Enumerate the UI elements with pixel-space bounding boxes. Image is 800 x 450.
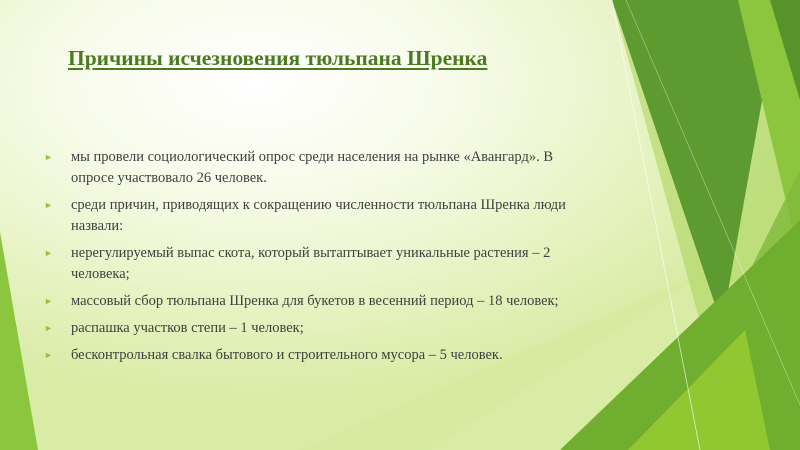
arrow-bullet-icon: ► bbox=[44, 200, 53, 210]
arrow-bullet-icon: ► bbox=[44, 350, 53, 360]
bullet-item bbox=[44, 291, 584, 312]
bullet-text: нерегулируемый выпас скота, который вытаптывает уникальные растения – 2 человека; bbox=[71, 245, 551, 282]
bullet-text: мы провели социологический опрос среди населения на рынке «Авангард». В опросе участвовало 26 человек. bbox=[71, 149, 554, 186]
bullet-text: среди причин, приводящих к сокращению численности тюльпана Шренка люди назвали: bbox=[71, 197, 566, 234]
bullet-item bbox=[44, 243, 584, 285]
arrow-bullet-icon: ► bbox=[44, 152, 53, 162]
bullet-text: бесконтрольная свалка бытового и строительного мусора – 5 человек. bbox=[71, 347, 503, 363]
bullet-item bbox=[44, 147, 584, 189]
bullet-list bbox=[44, 147, 584, 372]
bullet-item bbox=[44, 195, 584, 237]
bullet-item bbox=[44, 345, 584, 366]
left-green-sliver bbox=[0, 232, 38, 450]
arrow-bullet-icon: ► bbox=[44, 323, 53, 333]
arrow-bullet-icon: ► bbox=[44, 248, 53, 258]
slide-title: Причины исчезновения тюльпана Шренка bbox=[68, 46, 488, 70]
bullet-text: массовый сбор тюльпана Шренка для букетов в весенний период – 18 человек; bbox=[71, 293, 559, 309]
bullet-text: распашка участков степи – 1 человек; bbox=[71, 320, 304, 336]
arrow-bullet-icon: ► bbox=[44, 296, 53, 306]
bullet-item bbox=[44, 318, 584, 339]
